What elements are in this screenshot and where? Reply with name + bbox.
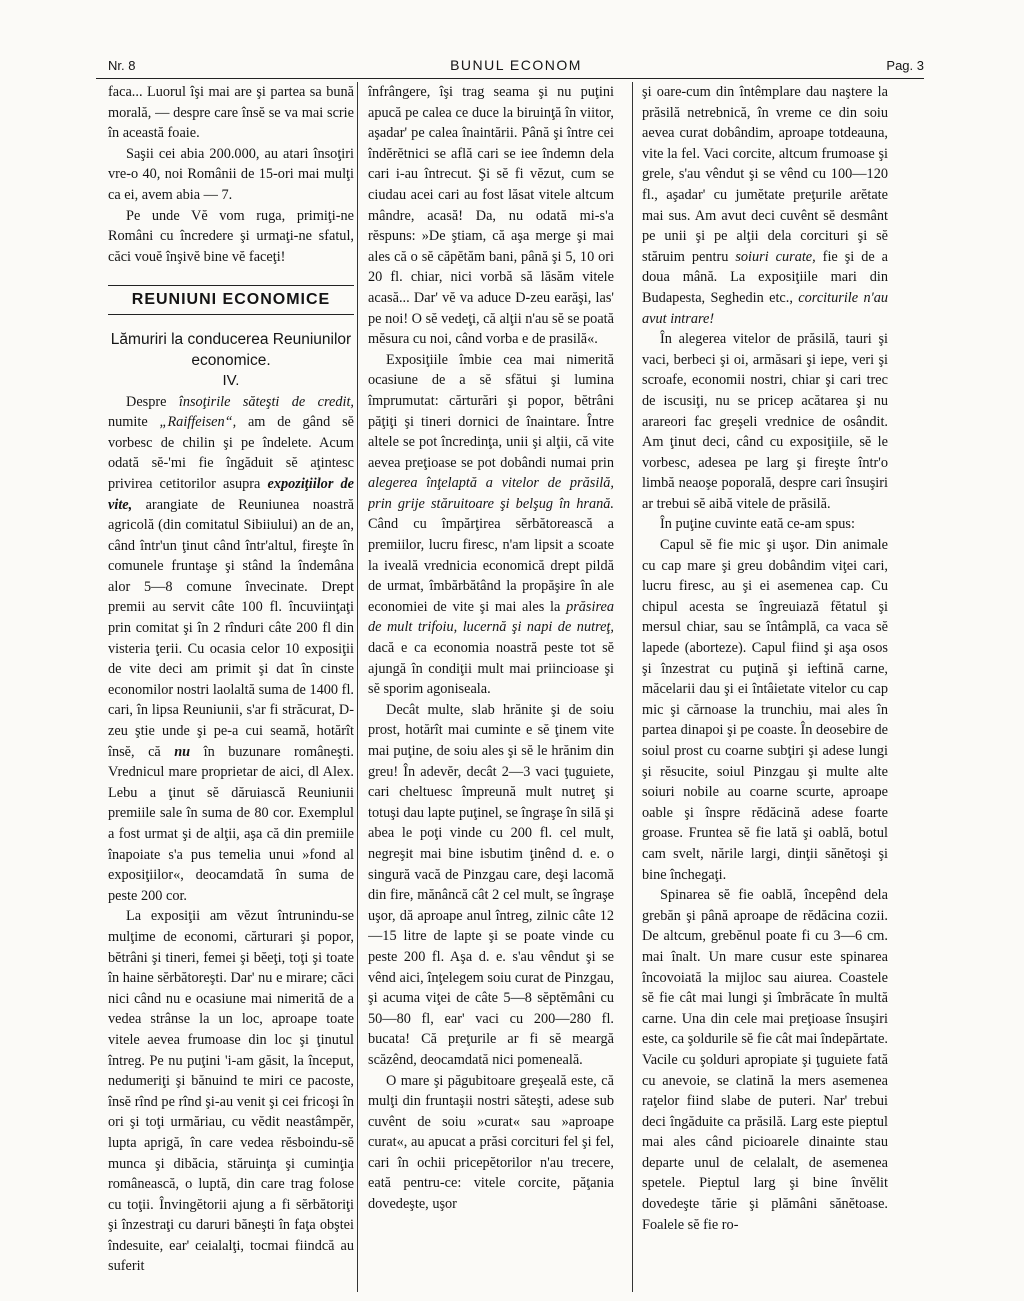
italic-term: însoţirile săteşti de credit, [178, 393, 354, 410]
bold-italic-term: expoziţiilor de vite, [108, 475, 354, 513]
column-1 [108, 82, 354, 1295]
paragraph: La exposiţii am vĕzut întrunindu-se mulţime de economi, cărturari şi popor, bĕtrâni şi tineri, femei şi bĕeţi, toţi şi toate în haine sĕrbătoreşti. Dar' nu e mirare; căci nici când nu e ocasiune mai nimerită de a vedea strânse la un loc, aproape toate vitele aevea frumoase din loc şi ţinutul întreg. Pe nu puţini 'i-am găsit, la început, nedumeriţi şi bănuind te miri ce pacoste, însĕ rînd pe rînd şi-au venit şi cei fricoşi în ori şi toţi urmăriau, cu vĕdit neastâmpĕr, lupta aprigă, în care vedea rĕsboindu-sĕ munca şi dibăcia, stăruinţa şi cuminţia românească, o luptă, din care trag folosе cu toţii. Învingĕtorii ajung a fi sĕrbătoriţi şi înzestraţi cu daruri băneşti în faţa obştei îndesuite, ear' ceialalţi, tocmai fiindcă au suferit [108, 908, 354, 1275]
paragraph: Decât multe, slab hrănite şi de soiu prost, hotărît mai cuminte e sĕ ţinem vite mai puţine, de soiu ales şi sĕ le hrănim din greu! În adevĕr, decât 2—3 vaci ţuguiete, cari cheltuesc împreună mult nutreţ şi totuşi dau lapte puţinel, se îngraşe în silă şi abea le poţi vinde cu 200 fl. cel mult, negreşit mai bine isbutim ţinênd d. e. o singură vacă de Pinzgau care, deşi lacomă din fire, mănâncă cât 2 cel mult, se îngraşe uşor, dă aproape anul întreg, zilnic câte 12—15 litre de lapte şi se poate vinde cu peste 200 fl. Aşa d. e. s'au vêndut şi se vênd aici, înţelegem soiu curat de Pinzgau, şi acuma viţei de câte 5—8 sĕptĕmâni cu 50—80 fl, ear' vaci cu 200—280 fl. bucata! Că preţurile ar fi sĕ meargă scăzênd, deocamdată nici pomenеală. [368, 701, 614, 1068]
paragraph: Saşii cei abia 200.000, au atari însoţiri vre-o 40, noi Românii de 15-ori mai mulţi ca ei, avem abia — 7. [108, 145, 354, 203]
paragraph: În puţine cuvinte eată ce-am spus: [660, 516, 855, 533]
italic-term: soiuri curate, [735, 248, 816, 265]
paragraph: Spinarea sĕ fie oablă, începênd dela grebăn şi până aproape de rĕdăcina cozii. De altcum, grebĕnul poate fi cu 3—6 cm. mai înalt. Un mare cusur este spinarea încovoiată la mijloc sau aiurea. Coastele sĕ fie cât mai lungi şi îmbrăcate în multă carne. Una din cele mai preţioase însuşiri este, ca şoldurile sĕ fie cât mai îndepărtate. Vacile cu şolduri apropiate şi ţuguiete fată cu anevoie, se clatină la mers asemenea raţelor fiind slabe de puteri. Nar' trebui deci îngăduite ca prăsilă. Larg este pieptul mai ales când picioarele dinainte stau departe unul de celalalt, de asemenea spetele. Pieptul larg şi bine învĕlit dovedeşte tărie şi plămâni sănĕtoase. Foalele sĕ fie ro- [642, 887, 888, 1233]
italic-term: prăsirea de mult trifoiu, lucernă şi napi de nutreţ, [368, 598, 614, 636]
paragraph: înfrângere, îşi trag seama şi nu puţini apucă pe calea ce duce la biruinţă în viitor, aşadar' pe calea înaintării. Până şi între cei îndĕrĕtnici se află cari se iee îndemn dela cari i-au întrecut. Şi sĕ fi vĕzut, cum se ciudau acei cari au fost lăsat vitele altcum mândre, acasă! Da, nu odată mi-s'a rĕspuns: »De ştiam, că aşa merge şi mai ales că o sĕ căpĕtăm bani, până şi 5, 10 ori 20 fl. chiar, nici vorbă să lăsăm vitele acasă... Dar' vĕ va aduce D-zeu earăşi, las' pe noi! O sĕ vedeţi, că alţii n'au sĕ se poată mĕsura cu noi, când vorba e de prasilă«. [368, 84, 614, 348]
page-header [108, 56, 924, 76]
paragraph: Capul sĕ fie mic şi uşor. Din animale cu cap mare şi greu dobândim viţei cari, lucru firesc, au şi ei asemenea cap. Cu chipul acesta se îngreuiază fĕtatul şi mersul chiar, sau se întâmplă, ca vaca sĕ lapede (aborteze). Capul fiind şi aşa osos şi înzestrat cu puţină şi ieftină carne, măcelarii dau şi ei întâietate vitelor cu cap mic şi cărnoase la trunchiu, mai ales în partea dinapoi şi pe coaste. În deosebire de soiul prost cu coarne subţiri şi adese lungi şi rĕsucite, soiul Pinzgau şi multe alte soiuri nobile au coarne scurte, aproape oable şi înspre rĕdăcină adese foarte groase. Fruntea sĕ fie lată şi oablă, botul cam svelt, nările largi, dinţii sănĕtoşi şi bine închegaţi. [642, 537, 888, 883]
section-title: REUNIUNI ECONOMICE [108, 285, 354, 315]
column-3 [642, 82, 888, 1295]
paragraph: faca... Luorul îşi mai are şi partea sa bună morală, — despre care însĕ se va mai scrie în această foaie. [108, 84, 354, 142]
page-number: Pag. 3 [886, 58, 924, 73]
column-divider-2 [632, 82, 633, 1292]
paragraph: Exposiţiile îmbie cea mai nimerită ocasiune de a sĕ sfătui şi lumina împrumutat: cărturări şi popor, bĕtrâni păţiţi şi tineri dornici de înaintare. Între altele se pot încredinţa, unii şi alţii, că vite aevea preţioase se pot dobândi numai prin alegerea înţelaptă a vitelor de prăsilă, prin grije stăruitoare şi belşug în hrană. Când cu împărţirea sĕrbătorească a premiilor, lucru firesc, n'am lipsit a scoate la iveală vrednicia economică drept pildă de urmat, îmbărbătând la propăşire în ale economiei de vite şi mai ales la prăsirea de mult trifoiu, lucernă şi napi de nutreţ, dacă e ca economia noastră peste tot sĕ ajungă în condiţii mult mai priincioase şi sĕ sporim agoniseala. [368, 351, 614, 698]
paragraph: şi oare-cum din întêmplare dau naştere la prăsilă netrebnică, în vreme ce din soiu aevea curat dobândim, aproape totdeauna, vite la fel. Vaci corcite, altcum frumoase şi grele, s'au vêndut şi se vênd cu 100—120 fl., aşadar' cu jumĕtate preţurile arĕtate mai sus. Am avut deci cuvênt sĕ desmânt pe unii şi pe alţii dela corcituri şi sĕ stăruim pentru soiuri curate, fie şi de a doua mână. La exposiţiile mari din Budapesta, Seghedin etc., corciturile n'au avut intrare! [642, 84, 888, 327]
italic-term: „Raiffeisen“, [159, 414, 237, 431]
header-rule [96, 78, 924, 79]
bold-italic-term: nu [174, 743, 191, 760]
article-part-number: IV. [222, 371, 240, 389]
paragraph: În alegerea vitelor de prăsilă, tauri şi vaci, berbeci şi oi, armăsari şi iepe, veri şi scroafe, economii nostri, chiar şi cari trec de iscusiţi, nu se pricep acătarea şi nu arareori fac greşeli vrednice de osândit. Am ţinut deci, când cu exposiţiile, sĕ le vorbesc, adesea pe larg şi fireşte într'o limbă neaoşe poporală, despre cari însuşiri ar trebui sĕ aibă vitele de prăsilă. [642, 331, 888, 512]
issue-number: Nr. 8 [108, 58, 136, 73]
paragraph: Pe unde Vĕ vom ruga, primiţi-ne Români cu încredere şi urmaţi-ne sfatul, căci vouĕ înşivĕ bine vĕ faceţi! [108, 207, 354, 265]
italic-term: alegerea înţelaptă a vitelor de prăsilă, prin grije stăruitoare şi belşug în hrană. [368, 475, 614, 512]
article-subtitle: Lămuriri la conducerea Reuniunilor economice. [110, 330, 352, 369]
journal-title: BUNUL ECONOM [450, 57, 582, 73]
italic-term: corciturile n'au avut intrare! [642, 289, 888, 327]
column-divider-1 [357, 82, 358, 1292]
paragraph: O mare şi păgubitoare greşeală este, că mulţi din fruntaşii nostri săteşti, adese sub cuvênt de soiu »curat« sau »aproape curat«, au apucat a prăsi corcituri fel şi fel, cari în ochii pricepĕtorilor n'au trecere, eată pentru-ce: vitele corcite, păţania dovedeşte, uşor [368, 1072, 614, 1213]
column-2 [368, 82, 614, 1295]
paragraph: Despre însoţirile săteşti de credit, numite „Raiffeisen“, am de gând sĕ vorbesc de chilin şi pe îndelete. Acum odată sĕ-'mi fie îngăduit sĕ aţintesc privirea cetitorilor asupra expoziţiilor de vite, arangiate de Reuniunea noastră agricolă (din comitatul Sibiiului) an de an, când într'un ţinut când într'altul, fireşte în comunele fruntaşe şi stând la îndemâna alor 5—8 comune învecinate. Drept premii au servit câte 100 fl. încuviinţaţi prin comitat şi în 2 rînduri câte 200 fl din visteria ţerii. Cu ocasia celor 10 exposiţii de vite deci am primit şi dat în cinste economilor nostri laolaltă suma de 1400 fl. cari, în lipsa Reuniunii, s'ar fi străcurat, D-zeu ştie unde şi pe-a cui seamă, hotărît însĕ, că nu în buzunare româneşti. Vrednicul mare proprietar de aici, dl Alex. Lebu a ţinut sĕ dăruiască Reuniunii premiile sale în suma de 80 cor. Exemplul a fost urmat şi de alţii, aşa că din premiile înapoiate s'a pus temelia unui »fond al exposiţiilor«, deocamdată în suma de peste 200 cor. [108, 393, 354, 904]
